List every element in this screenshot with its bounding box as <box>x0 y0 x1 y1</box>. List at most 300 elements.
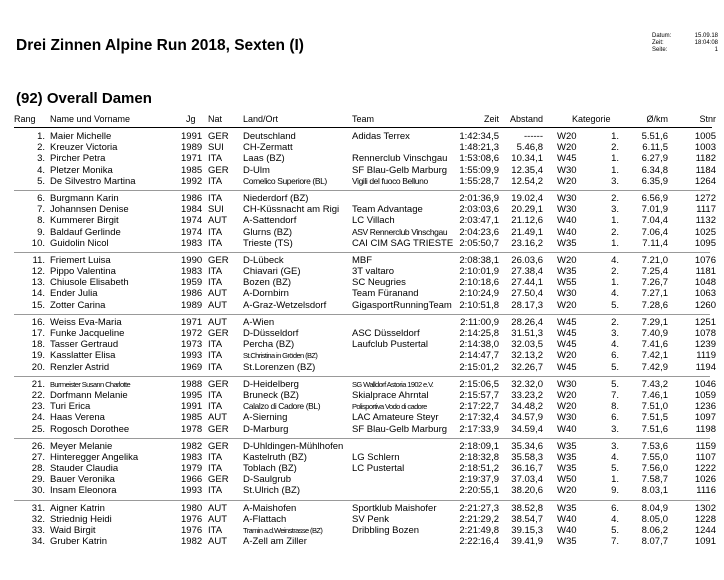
table-row <box>0 266 724 277</box>
cell-zeit: 2:03:03,6 <box>459 204 499 216</box>
cell-pace: 6.56,9 <box>641 192 668 204</box>
cell-team: SF Blau-Gelb Marburg <box>352 423 448 435</box>
cell-land: Chiavari (GE) <box>243 266 301 278</box>
cell-kategorie-rank: 6. <box>611 502 619 514</box>
cell-abstand: 33.23,2 <box>511 389 543 401</box>
cell-land: St.Christina in Gröden (BZ) <box>243 351 318 361</box>
cell-zeit: 2:17:32,4 <box>459 412 499 424</box>
cell-zeit: 2:15:01,2 <box>459 361 499 373</box>
cell-land: D-Ulm <box>243 164 270 176</box>
cell-kategorie: W55 <box>557 277 577 289</box>
cell-jg: 1973 <box>181 339 203 351</box>
cell-name: Haas Verena <box>50 412 105 424</box>
cell-land: Glurns (BZ) <box>243 226 293 238</box>
cell-stnr: 1059 <box>694 389 716 401</box>
cell-abstand: 12.54,2 <box>511 175 543 187</box>
cell-jg: 1983 <box>181 266 203 278</box>
cell-kategorie: W20 <box>557 254 577 266</box>
cell-nat: AUT <box>208 299 227 311</box>
cell-rang: 8. <box>37 215 45 227</box>
cell-nat: ITA <box>208 226 223 238</box>
cell-nat: GER <box>208 164 229 176</box>
cell-land: Calalzo di Cadore (BL) <box>243 401 321 412</box>
cell-jg: 1990 <box>181 254 203 266</box>
cell-stnr: 1063 <box>694 288 716 300</box>
cell-zeit: 2:21:29,2 <box>459 513 499 525</box>
cell-zeit: 2:11:00,9 <box>460 316 499 328</box>
cell-name: Turi Erica <box>50 401 91 413</box>
cell-jg: 1971 <box>181 153 203 165</box>
cell-land: Laas (BZ) <box>243 153 285 165</box>
cell-rang: 23. <box>31 401 45 413</box>
cell-name: De Silvestro Martina <box>50 175 136 187</box>
cell-land: D-Düsseldorf <box>243 328 299 339</box>
cell-kategorie-rank: 2. <box>611 192 619 204</box>
table-row <box>0 390 724 401</box>
cell-nat: ITA <box>208 266 223 278</box>
cell-name: Dorfmann Melanie <box>50 389 128 401</box>
cell-stnr: 1076 <box>694 254 716 266</box>
cell-name: Burgmann Karin <box>50 192 119 204</box>
cell-jg: 1985 <box>181 412 203 424</box>
cell-kategorie-rank: 7. <box>611 389 619 401</box>
cell-pace: 7.42,1 <box>641 350 668 362</box>
cell-abstand: 19.02,4 <box>511 192 543 204</box>
cell-abstand: 20.29,1 <box>511 204 543 216</box>
cell-jg: 1974 <box>181 215 203 227</box>
cell-pace: 7.43,2 <box>641 378 668 390</box>
cell-kategorie: W35 <box>557 266 577 278</box>
cell-land: A-Sierning <box>243 412 288 424</box>
cell-nat: ITA <box>208 361 223 373</box>
cell-zeit: 2:05:50,7 <box>459 237 499 249</box>
cell-zeit: 2:14:25,8 <box>459 328 499 339</box>
cell-kategorie: W20 <box>557 175 577 187</box>
cell-zeit: 2:20:55,1 <box>459 485 499 497</box>
cell-pace: 7.51,5 <box>641 412 668 424</box>
table-row <box>0 424 724 435</box>
cell-kategorie-rank: 1. <box>611 277 619 289</box>
cell-kategorie: W20 <box>557 142 577 154</box>
cell-name: Renzler Astrid <box>50 361 110 373</box>
cell-kategorie: W45 <box>557 328 577 339</box>
zeit-label: Zeit: <box>652 40 664 46</box>
table-row <box>0 142 724 153</box>
cell-abstand: 12.35,4 <box>511 164 543 176</box>
cell-kategorie-rank: 8. <box>611 401 619 413</box>
cell-team: Rennerclub Vinschgau <box>352 153 448 165</box>
cell-kategorie: W40 <box>557 226 577 238</box>
cell-zeit: 2:10:24,9 <box>459 288 499 300</box>
cell-abstand: 21.12,6 <box>511 215 543 227</box>
table-row <box>0 441 724 452</box>
cell-kategorie-rank: 1. <box>611 131 619 142</box>
cell-nat: ITA <box>208 401 223 413</box>
cell-abstand: ------ <box>524 131 543 142</box>
cell-land: A-Zell am Ziller <box>243 536 307 548</box>
cell-rang: 29. <box>31 474 45 486</box>
table-row <box>0 255 724 266</box>
cell-jg: 1991 <box>181 401 203 413</box>
zeit-value: 18:04:08 <box>694 40 718 46</box>
cell-zeit: 1:55:09,9 <box>459 164 499 176</box>
cell-name: Baldauf Gerlinde <box>50 226 121 238</box>
cell-nat: ITA <box>208 350 223 362</box>
cell-rang: 6. <box>37 192 45 204</box>
cell-kategorie: W40 <box>557 525 577 536</box>
cell-stnr: 1272 <box>694 192 716 204</box>
cell-rang: 10. <box>31 237 45 249</box>
cell-pace: 7.28,6 <box>641 299 668 311</box>
cell-land: D-Marburg <box>243 423 289 435</box>
cell-kategorie-rank: 2. <box>611 266 619 278</box>
cell-rang: 19. <box>31 350 45 362</box>
cell-zeit: 2:10:01,9 <box>459 266 499 278</box>
cell-zeit: 2:03:47,1 <box>459 215 499 227</box>
cell-stnr: 1228 <box>694 513 716 525</box>
cell-team: SG Walldorf Astoria 1902 e.V. <box>352 379 434 389</box>
cell-team: GigasportRunningTeam <box>352 299 452 311</box>
header-stnr: Stnr <box>699 114 716 124</box>
cell-name: Hinteregger Angelika <box>50 451 139 463</box>
table-row <box>0 514 724 525</box>
cell-team: SV Penk <box>352 513 389 525</box>
cell-pace: 6.35,9 <box>641 175 668 187</box>
cell-kategorie-rank: 1. <box>611 237 619 249</box>
cell-kategorie-rank: 6. <box>611 350 619 362</box>
cell-land: Kastelruth (BZ) <box>243 451 307 463</box>
cell-name: Striednig Heidi <box>50 513 112 525</box>
cell-abstand: 38.20,6 <box>511 485 543 497</box>
cell-pace: 8.05,0 <box>641 513 668 525</box>
cell-pace: 7.40,9 <box>641 328 668 339</box>
cell-name: Weiss Eva-Maria <box>50 316 122 328</box>
table-row <box>0 238 724 249</box>
cell-abstand: 32.03,5 <box>511 339 543 351</box>
cell-rang: 34. <box>31 536 45 548</box>
cell-pace: 6.11,5 <box>642 142 668 154</box>
cell-jg: 1989 <box>181 299 203 311</box>
table-row <box>0 300 724 311</box>
cell-name: Burmeister Susann Charlotte <box>50 379 131 389</box>
cell-nat: ITA <box>208 237 223 249</box>
cell-rang: 1. <box>37 131 45 142</box>
cell-rang: 33. <box>31 525 45 536</box>
cell-abstand: 27.44,1 <box>511 277 543 289</box>
cell-stnr: 1003 <box>694 142 716 154</box>
table-row <box>0 339 724 350</box>
cell-jg: 1978 <box>181 423 203 435</box>
cell-abstand: 27.50,4 <box>511 288 543 300</box>
cell-stnr: 1097 <box>694 412 716 424</box>
cell-name: Friemert Luisa <box>50 254 111 266</box>
cell-pace: 7.56,0 <box>641 463 668 475</box>
cell-kategorie: W20 <box>557 350 577 362</box>
cell-land: CH-Küssnacht am Rigi <box>243 204 340 216</box>
cell-kategorie: W40 <box>557 513 577 525</box>
cell-pace: 7.53,6 <box>641 440 668 452</box>
cell-kategorie-rank: 4. <box>611 339 619 351</box>
datum-value: 15.09.18 <box>694 33 718 39</box>
cell-team: Skialprace Ahrntal <box>352 389 429 401</box>
cell-name: Aigner Katrin <box>50 502 105 514</box>
cell-kategorie: W30 <box>557 378 577 390</box>
cell-rang: 2. <box>37 142 45 154</box>
cell-nat: GER <box>208 474 229 486</box>
cell-name: Kasslatter Elisa <box>50 350 116 362</box>
table-row <box>0 153 724 164</box>
cell-jg: 1969 <box>181 361 203 373</box>
cell-nat: ITA <box>208 339 223 351</box>
cell-stnr: 1184 <box>695 164 716 176</box>
cell-team: SF Blau-Gelb Marburg <box>352 164 448 176</box>
cell-stnr: 1181 <box>695 266 716 278</box>
header-rang: Rang <box>14 114 36 124</box>
cell-kategorie-rank: 5. <box>611 378 619 390</box>
cell-kategorie-rank: 4. <box>611 254 619 266</box>
cell-pace: 7.04,4 <box>641 215 668 227</box>
group-divider <box>14 438 710 439</box>
cell-kategorie: W30 <box>557 164 577 176</box>
cell-nat: ITA <box>208 485 223 497</box>
cell-pace: 8.07,7 <box>641 536 668 548</box>
cell-kategorie-rank: 1. <box>611 164 619 176</box>
cell-nat: GER <box>208 328 229 339</box>
table-row <box>0 401 724 412</box>
cell-zeit: 2:01:36,9 <box>459 192 499 204</box>
cell-name: Waid Birgit <box>50 525 96 536</box>
cell-nat: AUT <box>208 412 227 424</box>
cell-kategorie-rank: 6. <box>611 412 619 424</box>
cell-abstand: 38.52,8 <box>511 502 543 514</box>
table-row <box>0 525 724 536</box>
cell-nat: GER <box>208 440 229 452</box>
cell-rang: 9. <box>37 226 45 238</box>
cell-name: Tasser Gertraud <box>50 339 119 351</box>
cell-rang: 18. <box>31 339 45 351</box>
cell-abstand: 35.58,3 <box>511 451 543 463</box>
cell-zeit: 2:19:37,9 <box>459 474 499 486</box>
cell-team: Polisportiva Vodo di cadore <box>352 402 427 412</box>
cell-jg: 1995 <box>181 389 203 401</box>
cell-name: Kreuzer Victoria <box>50 142 118 154</box>
cell-kategorie-rank: 5. <box>611 361 619 373</box>
cell-rang: 30. <box>31 485 45 497</box>
cell-stnr: 1159 <box>695 440 716 452</box>
cell-zeit: 2:21:49,8 <box>459 525 499 536</box>
table-row <box>0 277 724 288</box>
cell-stnr: 1119 <box>696 350 716 362</box>
header-abstand: Abstand <box>509 114 543 124</box>
cell-jg: 1991 <box>181 131 203 142</box>
cell-zeit: 2:15:57,7 <box>459 389 499 401</box>
cell-rang: 25. <box>31 423 45 435</box>
cell-land: Bozen (BZ) <box>243 277 292 289</box>
cell-nat: ITA <box>208 463 223 475</box>
cell-rang: 31. <box>31 502 45 514</box>
cell-name: Funke Jacqueline <box>50 328 125 339</box>
cell-land: Trieste (TS) <box>243 237 293 249</box>
cell-kategorie: W30 <box>557 288 577 300</box>
cell-stnr: 1091 <box>694 536 716 548</box>
header-divider <box>14 127 712 128</box>
cell-team: LC Pustertal <box>352 463 405 475</box>
cell-stnr: 1236 <box>694 401 716 413</box>
cell-zeit: 2:04:23,6 <box>459 226 499 238</box>
cell-stnr: 1182 <box>695 153 716 165</box>
cell-abstand: 27.38,4 <box>511 266 543 278</box>
cell-jg: 1993 <box>181 485 203 497</box>
cell-abstand: 28.17,3 <box>511 299 543 311</box>
cell-kategorie: W35 <box>557 463 577 475</box>
cell-rang: 22. <box>31 389 45 401</box>
cell-stnr: 1264 <box>694 175 716 187</box>
cell-kategorie: W20 <box>557 401 577 413</box>
cell-nat: AUT <box>208 316 227 328</box>
cell-zeit: 1:48:21,3 <box>459 142 499 154</box>
cell-stnr: 1046 <box>694 378 716 390</box>
section-title: (92) Overall Damen <box>16 90 152 107</box>
cell-kategorie-rank: 2. <box>611 142 619 154</box>
cell-name: Rogosch Dorothee <box>50 423 130 435</box>
table-row <box>0 474 724 485</box>
cell-zeit: 2:18:09,1 <box>459 440 499 452</box>
cell-kategorie-rank: 4. <box>611 288 619 300</box>
cell-nat: AUT <box>208 513 227 525</box>
cell-kategorie: W40 <box>557 215 577 227</box>
cell-jg: 1982 <box>181 536 203 548</box>
cell-name: Gruber Katrin <box>50 536 108 548</box>
cell-pace: 7.11,4 <box>642 237 668 249</box>
cell-pace: 8.06,2 <box>641 525 668 536</box>
cell-land: Bruneck (BZ) <box>243 389 299 401</box>
seite-value: 1 <box>714 47 718 53</box>
cell-abstand: 31.51,3 <box>511 328 543 339</box>
cell-kategorie: W30 <box>557 192 577 204</box>
cell-team: ASV Rennerclub Vinschgau <box>352 226 448 237</box>
cell-kategorie: W45 <box>557 361 577 373</box>
cell-team: Adidas Terrex <box>352 131 410 142</box>
cell-land: Toblach (BZ) <box>243 463 297 475</box>
cell-team: Team Advantage <box>352 204 423 216</box>
cell-team: Sportklub Maishofer <box>352 502 437 514</box>
cell-rang: 32. <box>31 513 45 525</box>
header-kategorie: Kategorie <box>572 114 611 124</box>
cell-team: 3T valtaro <box>352 266 395 278</box>
table-row <box>0 328 724 339</box>
cell-stnr: 1048 <box>694 277 716 289</box>
cell-zeit: 1:42:34,5 <box>459 131 499 142</box>
cell-zeit: 1:55:28,7 <box>459 175 499 187</box>
cell-land: Deutschland <box>243 131 296 142</box>
cell-rang: 3. <box>37 153 45 165</box>
cell-jg: 1976 <box>181 525 203 536</box>
cell-jg: 1984 <box>181 204 203 216</box>
cell-land: CH-Zermatt <box>243 142 293 154</box>
cell-name: Insam Eleonora <box>50 485 117 497</box>
table-header <box>0 114 724 127</box>
cell-kategorie-rank: 3. <box>611 328 619 339</box>
cell-nat: ITA <box>208 525 223 536</box>
cell-nat: GER <box>208 423 229 435</box>
cell-land: A-Flattach <box>243 513 287 525</box>
cell-nat: SUI <box>208 142 224 154</box>
table-row <box>0 288 724 299</box>
cell-name: Maier Michelle <box>50 131 112 142</box>
cell-kategorie-rank: 3. <box>611 204 619 216</box>
cell-nat: ITA <box>208 175 223 187</box>
cell-abstand: 38.54,7 <box>511 513 543 525</box>
cell-pace: 7.46,1 <box>641 389 668 401</box>
cell-zeit: 2:10:51,8 <box>459 299 499 311</box>
cell-pace: 7.01,9 <box>641 204 668 216</box>
cell-land: Tramin a.d.Weinstrasse (BZ) <box>243 526 323 535</box>
cell-pace: 8.04,9 <box>641 502 668 514</box>
cell-stnr: 1244 <box>694 525 716 536</box>
cell-kategorie: W20 <box>557 131 577 142</box>
cell-kategorie-rank: 9. <box>611 485 619 497</box>
cell-zeit: 2:14:47,7 <box>459 350 499 362</box>
cell-land: A-Maishofen <box>243 502 297 514</box>
cell-rang: 26. <box>31 440 45 452</box>
cell-zeit: 2:17:22,7 <box>459 401 499 413</box>
cell-kategorie: W35 <box>557 536 577 548</box>
cell-team: Dribbling Bozen <box>352 525 420 536</box>
cell-stnr: 1251 <box>694 316 716 328</box>
cell-land: St.Lorenzen (BZ) <box>243 361 316 373</box>
cell-land: D-Uhldingen-Mühlhofen <box>243 440 344 452</box>
group-divider <box>14 190 710 191</box>
cell-jg: 1974 <box>181 226 203 238</box>
table-row <box>0 193 724 204</box>
cell-zeit: 2:18:51,2 <box>459 463 499 475</box>
header-land: Land/Ort <box>243 114 279 124</box>
cell-nat: SUI <box>208 204 224 216</box>
cell-pace: 7.25,4 <box>641 266 668 278</box>
cell-land: A-Graz-Wetzelsdorf <box>243 299 327 311</box>
cell-stnr: 1239 <box>694 339 716 351</box>
cell-abstand: 21.49,1 <box>511 226 543 238</box>
cell-kategorie: W40 <box>557 423 577 435</box>
cell-zeit: 1:53:08,6 <box>459 153 499 165</box>
cell-kategorie-rank: 1. <box>611 474 619 486</box>
cell-name: Pippo Valentina <box>50 266 116 278</box>
datum-label: Datum: <box>652 33 672 39</box>
cell-jg: 1983 <box>181 237 203 249</box>
table-row <box>0 452 724 463</box>
table-row <box>0 463 724 474</box>
cell-zeit: 2:18:32,8 <box>459 451 499 463</box>
cell-kategorie: W35 <box>557 502 577 514</box>
header-jg: Jg <box>186 114 196 124</box>
cell-land: A-Dornbirn <box>243 288 289 300</box>
cell-stnr: 1095 <box>694 237 716 249</box>
header-name: Name und Vorname <box>50 114 131 124</box>
cell-nat: ITA <box>208 153 223 165</box>
cell-team: SC Neugries <box>352 277 406 289</box>
table-row <box>0 412 724 423</box>
cell-zeit: 2:14:38,0 <box>459 339 499 351</box>
cell-pace: 7.06,4 <box>641 226 668 238</box>
cell-nat: AUT <box>208 502 227 514</box>
cell-team: Team Füranand <box>352 288 419 300</box>
cell-stnr: 1222 <box>694 463 716 475</box>
cell-name: Meyer Melanie <box>50 440 113 452</box>
cell-team: Laufclub Pustertal <box>352 339 429 351</box>
cell-stnr: 1194 <box>695 361 716 373</box>
cell-pace: 7.21,0 <box>641 254 668 266</box>
cell-team: CAI CIM SAG TRIESTE <box>352 237 454 249</box>
